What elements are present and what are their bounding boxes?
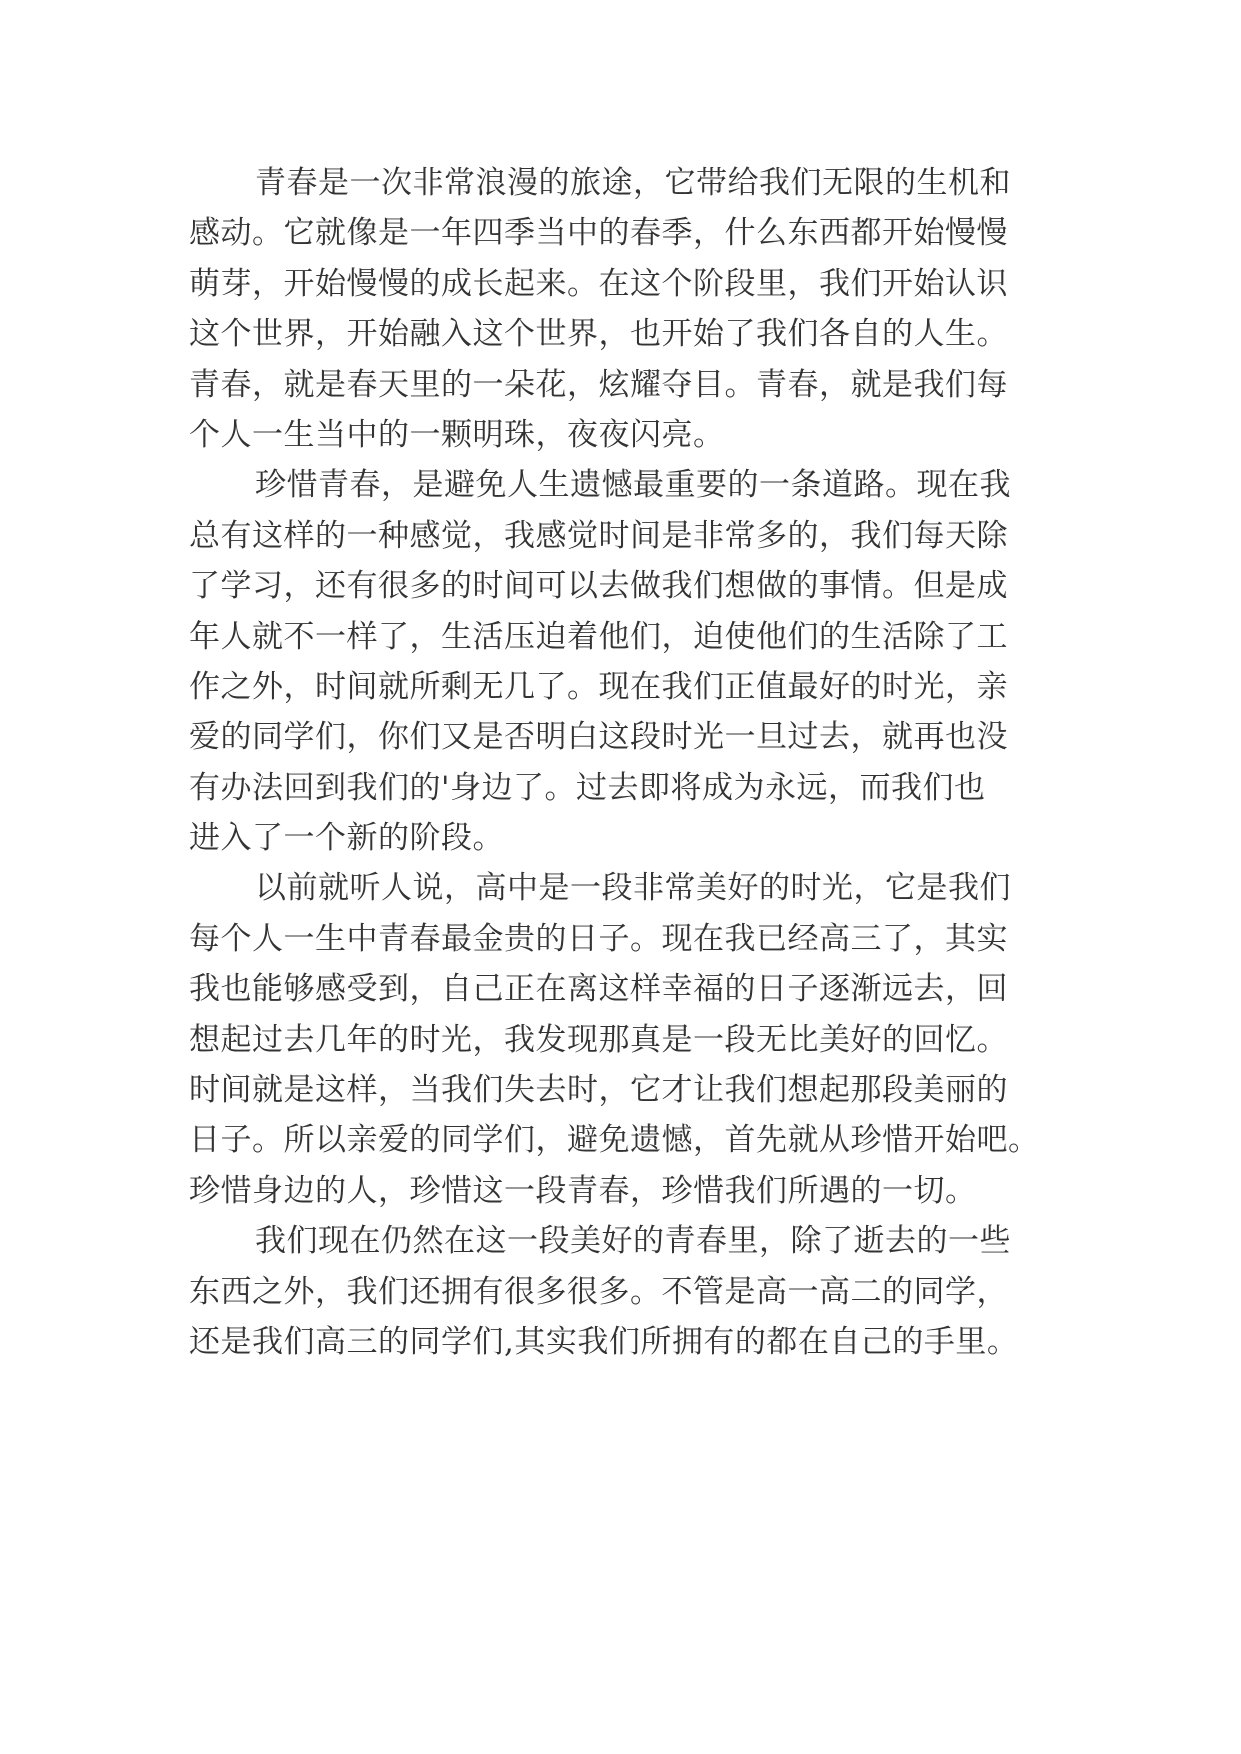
text-line: 爱的同学们，你们又是否明白这段时光一旦过去，就再也没 bbox=[189, 719, 1008, 756]
text-line: 珍惜身边的人，珍惜这一段青春，珍惜我们所遇的一切。 bbox=[189, 1172, 977, 1209]
text-line: 珍惜青春，是避免人生遗憾最重要的一条道路。现在我 bbox=[255, 467, 1011, 504]
text-line: 感动。它就像是一年四季当中的春季，什么东西都开始慢慢 bbox=[189, 215, 1008, 252]
document-body bbox=[189, 158, 1069, 1367]
paragraph-4 bbox=[189, 1216, 1069, 1367]
text-line: 以前就听人说，高中是一段非常美好的时光，它是我们 bbox=[255, 870, 1011, 907]
text-line: 青春是一次非常浪漫的旅途，它带给我们无限的生机和 bbox=[255, 165, 1011, 201]
text-line: 有办法回到我们的'身边了。过去即将成为永远，而我们也 bbox=[189, 769, 986, 806]
paragraph-1 bbox=[189, 158, 1069, 460]
text-line: 青春，就是春天里的一朵花，炫耀夺目。青春，就是我们每 bbox=[189, 366, 1008, 403]
text-line: 个人一生当中的一颗明珠，夜夜闪亮。 bbox=[189, 416, 725, 453]
text-line: 总有这样的一种感觉，我感觉时间是非常多的，我们每天除 bbox=[189, 517, 1008, 554]
paragraph-3 bbox=[189, 863, 1069, 1216]
text-line: 我也能够感受到，自己正在离这样幸福的日子逐渐远去，回 bbox=[189, 971, 1008, 1008]
text-line: 作之外，时间就所剩无几了。现在我们正值最好的时光，亲 bbox=[189, 668, 1008, 705]
text-line: 日子。所以亲爱的同学们，避免遗憾，首先就从珍惜开始吧。 bbox=[189, 1122, 1040, 1159]
text-line: 东西之外，我们还拥有很多很多。不管是高一高二的同学， bbox=[189, 1273, 1008, 1310]
text-line: 还是我们高三的同学们,其实我们所拥有的都在自己的手里。 bbox=[189, 1323, 1019, 1360]
paragraph-2 bbox=[189, 460, 1069, 863]
text-line: 我们现在仍然在这一段美好的青春里，除了逝去的一些 bbox=[255, 1223, 1011, 1260]
text-line: 想起过去几年的时光，我发现那真是一段无比美好的回忆。 bbox=[189, 1021, 1008, 1058]
text-line: 时间就是这样，当我们失去时，它才让我们想起那段美丽的 bbox=[189, 1072, 1008, 1109]
text-line: 进入了一个新的阶段。 bbox=[189, 820, 504, 857]
text-line: 了学习，还有很多的时间可以去做我们想做的事情。但是成 bbox=[189, 568, 1008, 605]
text-line: 每个人一生中青春最金贵的日子。现在我已经高三了，其实 bbox=[189, 920, 1008, 957]
text-line: 这个世界，开始融入这个世界，也开始了我们各自的人生。 bbox=[189, 316, 1008, 353]
text-line: 年人就不一样了，生活压迫着他们，迫使他们的生活除了工 bbox=[189, 618, 1008, 655]
text-line: 萌芽，开始慢慢的成长起来。在这个阶段里，我们开始认识 bbox=[189, 265, 1008, 302]
